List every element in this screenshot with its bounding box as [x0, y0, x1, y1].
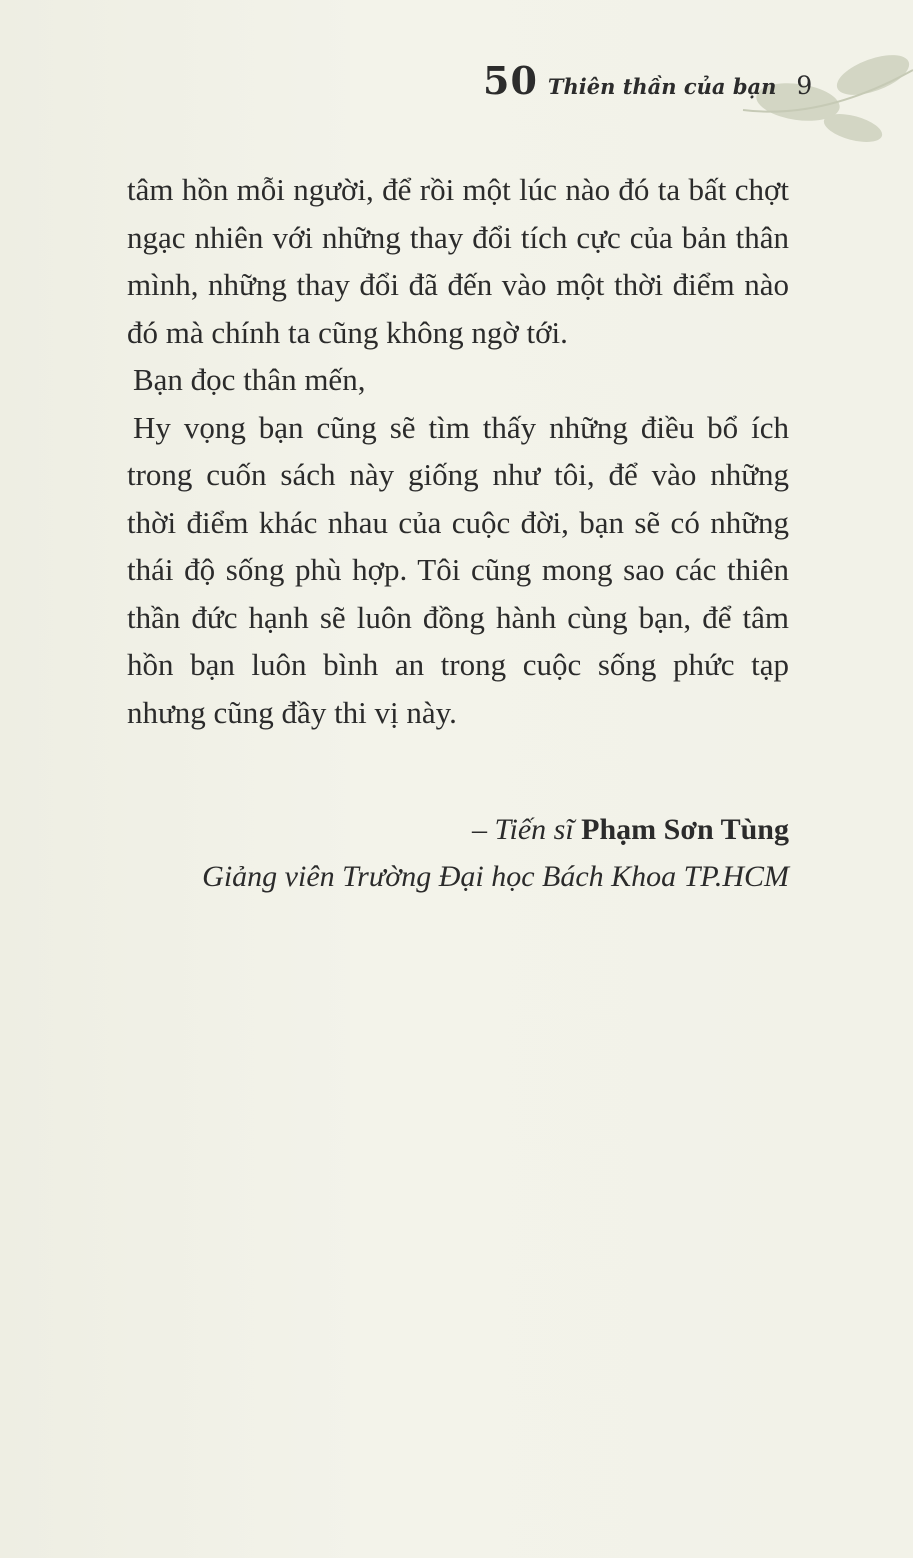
signature-title: – Tiến sĩ	[471, 813, 582, 846]
paragraph-closing: Hy vọng bạn cũng sẽ tìm thấy những điều bổ ích trong cuốn sách này giống như tôi, để vào những thời điểm khác nhau của cuộc đời, bạn sẽ có những thái độ sống phù hợp. Tôi cũng mong sao các thiên thần đức hạnh sẽ luôn đồng hành cùng bạn, để tâm hồn bạn luôn bình an trong cuộc sống phức tạp nhưng cũng đầy thi vị này.	[127, 409, 789, 730]
signature-name: Phạm Sơn Tùng	[581, 813, 789, 846]
signature-position: Giảng viên Trường Đại học Bách Khoa TP.HCM	[202, 860, 789, 893]
book-series-number: 50	[483, 58, 538, 103]
book-title: Thiên thần của bạn	[547, 74, 777, 99]
page-number: 9	[796, 71, 813, 100]
paragraph-continuation: tâm hồn mỗi người, để rồi một lúc nào đó ta bất chợt ngạc nhiên với những thay đổi tích cực của bản thân mình, những thay đổi đã đến vào một thời điểm nào đó mà chính ta cũng không ngờ tới.	[127, 172, 789, 350]
body-text	[127, 166, 789, 736]
paragraph-greeting: Bạn đọc thân mến,	[133, 362, 366, 397]
signature-author	[202, 806, 789, 853]
signature-block	[202, 806, 789, 900]
running-header	[483, 58, 812, 102]
